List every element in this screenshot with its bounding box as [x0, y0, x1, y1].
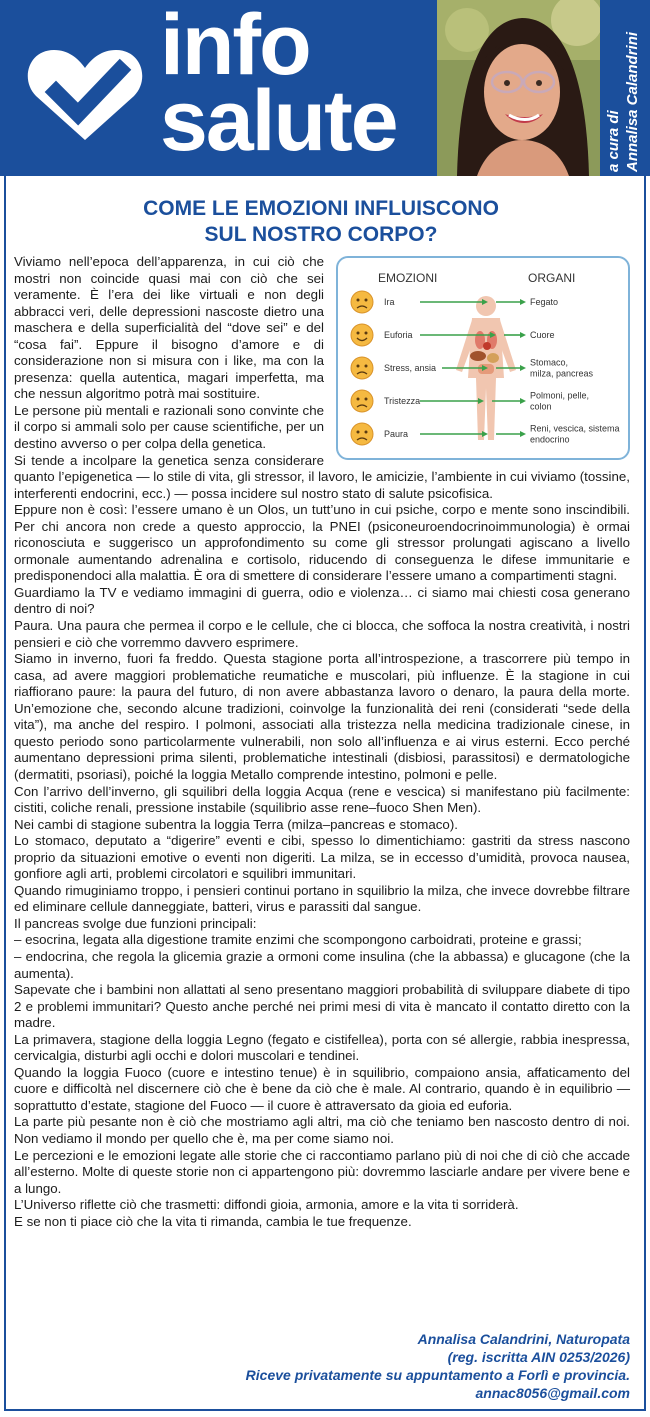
article-title — [0, 196, 642, 248]
emoji-eye-icon — [357, 332, 360, 335]
infographic-drawing — [338, 258, 628, 458]
article-paragraph: E se non ti piace ciò che la vita ti rimanda, cambia le tue frequenze. — [14, 1213, 412, 1229]
article-paragraph: Paura. Una paura che permea il corpo e le cellule, che ci blocca, che soffoca la nostra creatività, i nostri pensieri e ciò che vorremmo davvero esprimere. — [14, 618, 630, 650]
article-paragraph: Le percezioni e le emozioni legate alle storie che ci raccontiamo parlano più di noi che di ciò che accade all’esterno. Molte di queste storie non ci appartengono più: dovremmo lasciarle andare per vivere bene e a lungo. — [14, 1147, 630, 1196]
emotion-label: Euforia — [384, 330, 413, 340]
signature-registration: (reg. iscritta AIN 0253/2026) — [447, 1349, 630, 1365]
emoji-eye-icon — [365, 332, 368, 335]
signature-email-link[interactable]: annac8056@gmail.com — [475, 1385, 630, 1401]
author-signature — [246, 1330, 630, 1402]
byline-author: Annalisa Calandrini — [624, 31, 641, 172]
emoji-face-icon — [351, 357, 373, 379]
article-paragraph: Lo stomaco, deputato a “digerire” eventi e cibi, spesso lo dimentichiamo: gastriti da stress nascono proprio da situazioni emotive o eventi non digeriti. La milza, se in eccesso d’umidità, provoca nausea, gonfiore agli arti, problemi circolatori e squilibri immunitari. — [14, 833, 630, 882]
emoji-face-icon — [351, 423, 373, 445]
emoji-eye-icon — [365, 299, 368, 302]
article-paragraph: Il pancreas svolge due funzioni principali: — [14, 915, 257, 931]
arrow-head-icon — [520, 398, 526, 404]
article-paragraph: Nei cambi di stagione subentra la loggia Terra (milza–pancreas e stomaco). — [14, 816, 458, 832]
byline-prefix: a cura di — [605, 110, 622, 172]
infographic-row — [351, 423, 620, 445]
infographic-row — [351, 291, 558, 313]
emoji-eye-icon — [357, 398, 360, 401]
infographic-row — [351, 324, 555, 346]
article-paragraph: Viviamo nell’epoca dell’apparenza, in cui ciò che mostri non coincide quasi mai con ciò che sei veramente. È l’era dei like virtuali e non degli abbracci veri, delle depressioni nascoste dietro una maschera e della superficialità del “dove sei” e del “cosa fai”. Eppure il bisogno d’amore e di considerazione non si misura con i like, ma con la presenza: quella autentica, magari imperfetta, ma che nessun algoritmo potrà mai sostituire. — [14, 254, 324, 402]
article-paragraph: La primavera, stagione della loggia Legno (fegato e cistifellea), porta con sé allergie, rabbia inespressa, cervicalgia, disturbi agli occhi e dolori muscolari e tendinei. — [14, 1031, 630, 1064]
heart-check-icon — [26, 44, 144, 144]
article-paragraph: Siamo in inverno, fuori fa freddo. Questa stagione porta all’introspezione, a trascorrere più tempo in casa, ad avere maggiori problematiche reumatiche e muscolari, più influenze. È la stagione in cui riaffiorano paure: la paura del futuro, di non avere abbastanza lavoro o denaro, la paura della morte. Un’emozione che, secondo alcune tradizioni, coinvolge la funzionalità dei reni (considerati “sede della vita”), ma anche del respiro. I polmoni, associati alla tristezza nella medicina tradizionale cinese, in questo periodo sono particolarmente vulnerabili, non solo all’influenza e ai virus esterni. Ecco perché aumentano depressioni prima silenti, problematiche intestinali (disbiosi, parassitosi) e dermatologiche (dermatiti, psoriasi), poiché la loggia Metallo comprende intestino, polmoni e pelle. — [14, 651, 630, 782]
organ-label: Stomaco, — [530, 357, 569, 368]
emotion-label: Paura — [384, 429, 409, 439]
article-paragraph: Le persone più mentali e razionali sono convinte che il corpo si ammali solo per cause scientifiche, per un destino avverso o per colpa della genetica. — [14, 402, 324, 452]
emoji-eye-icon — [365, 431, 368, 434]
organ-label: Reni, vescica, sistema — [530, 423, 620, 434]
arrow-head-icon — [520, 332, 526, 338]
arrow-head-icon — [482, 431, 488, 437]
arrow-head-icon — [520, 299, 526, 305]
author-photo — [437, 0, 600, 176]
article-paragraph: L’Universo riflette ciò che trasmetti: diffondi gioia, armonia, amore e la vita ti sorriderà. — [14, 1197, 519, 1213]
emoji-eye-icon — [357, 365, 360, 368]
organ-label: colon — [530, 401, 552, 412]
byline — [604, 0, 642, 172]
brand-title-info: info — [160, 0, 310, 93]
article-paragraph: – endocrina, che regola la glicemia grazie a ormoni come insulina (che la abbassa) e glucagone (che la aumenta). — [14, 948, 630, 981]
author-portrait-image — [437, 0, 600, 176]
signature-name: Annalisa Calandrini, Naturopata — [417, 1331, 630, 1347]
article-paragraph: La parte più pesante non è ciò che mostriamo agli altri, ma ciò che teniamo ben nascosto dentro di noi. Non vediamo il mondo per quello che è, ma per come siamo noi. — [14, 1114, 630, 1146]
emoji-face-icon — [351, 390, 373, 412]
emoji-eye-icon — [357, 299, 360, 302]
article-paragraph: Quando la loggia Fuoco (cuore e intestino tenue) è in squilibrio, compaiono ansia, affaticamento del cuore e difficoltà nel discernere ciò che è bene da ciò che è male. Al contrario, quando è in equilibrio — soprattutto d’estate, stagione del Fuoco — il cuore è attraversato da gioia ed euforia. — [14, 1064, 630, 1113]
article-body — [14, 254, 630, 1230]
emoji-eye-icon — [365, 398, 368, 401]
emoji-face-icon — [351, 291, 373, 313]
emotion-label: Ira — [384, 297, 395, 307]
organ-label: Fegato — [530, 297, 559, 307]
emoji-eye-icon — [357, 431, 360, 434]
emotion-label: Tristezza — [384, 396, 421, 406]
signature-appointment: Riceve privatamente su appuntamento a Forlì e provincia. — [245, 1367, 630, 1383]
article-paragraph: Sapevate che i bambini non allattati al seno presentano maggiori probabilità di sviluppare diabete di tipo 2 e problemi immunitari? Questo anche perché nei primi mesi di vita è mancato il contatto diretto con la madre. — [14, 982, 630, 1031]
article-paragraph: Eppure non è così: l’essere umano è un Olos, un tutt’uno in cui psiche, corpo e mente sono inscindibili. Per chi ancora non crede a questo approccio, la PNEI (psiconeuroendocrinoimmunologia) è ormai riconosciuta e suggerisco un approfondimento su come gli stressor prolungati agiscano a livello ormonale aumentando adrenalina e cortisolo, riducendo di conseguenza le difese immunitarie e predisponendoci alla malattia. È ora di smettere di considerare l’essere umano a compartimenti stagni. — [14, 502, 630, 584]
emotions-organs-infographic — [336, 256, 630, 460]
article-paragraph: Quando rimuginiamo troppo, i pensieri continui portano in squilibrio la milza, che invece dovrebbe filtrare ed eliminare cellule danneggiate, batteri, virus e parassiti dal sangue. — [14, 882, 630, 915]
infographic-header-emotions: EMOZIONI — [378, 271, 438, 285]
header-banner — [0, 0, 650, 176]
emoji-eye-icon — [365, 365, 368, 368]
article-paragraph: Si tende a incolpare la genetica senza considerare quanto l’epigenetica — lo stile di vita, gli stressor, il lavoro, le amicizie, l’ambiente in cui viviamo (tossine, interferenti endocrini, ecc.) — possa incidere sul nostro stato di salute psicofisica. — [14, 452, 630, 501]
article-paragraph: Con l’arrivo dell’inverno, gli squilibri della loggia Acqua (rene e vescica) si manifestano più facilmente: cistiti, coliche renali, pressione instabile (squilibrio asse rene–fuoco Shen Men). — [14, 783, 630, 816]
infographic-row — [351, 390, 589, 412]
article-paragraph: Guardiamo la TV e vediamo immagini di guerra, odio e violenza… ci siamo mai chiesti cosa generano dentro di noi? — [14, 584, 630, 617]
brand-title-salute: salute — [160, 73, 397, 169]
title-line-1: COME LE EMOZIONI INFLUISCONO — [143, 197, 499, 220]
organ-label: milza, pancreas — [530, 368, 594, 379]
arrow-head-icon — [520, 365, 526, 371]
emoji-face-icon — [351, 324, 373, 346]
title-line-2: SUL NOSTRO CORPO? — [204, 223, 438, 246]
organ-label: Cuore — [530, 330, 555, 340]
infographic-header-organs: ORGANI — [528, 271, 576, 285]
emotion-label: Stress, ansia — [384, 363, 437, 373]
arrow-head-icon — [520, 431, 526, 437]
organ-label: Polmoni, pelle, — [530, 390, 590, 401]
article-paragraph: – esocrina, legata alla digestione tramite enzimi che scompongono carboidrati, proteine e grassi; — [14, 932, 582, 948]
organ-label: endocrino — [530, 434, 570, 445]
